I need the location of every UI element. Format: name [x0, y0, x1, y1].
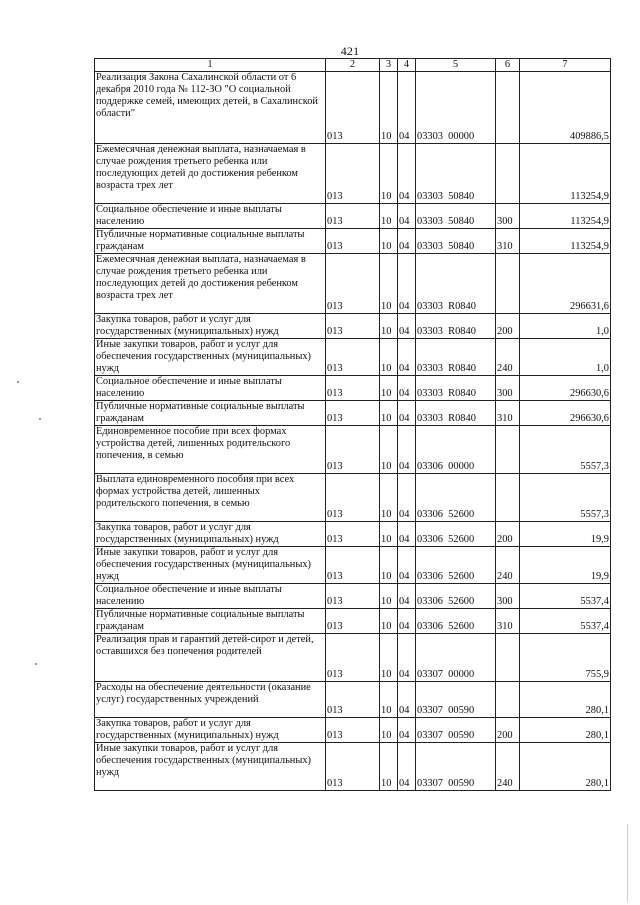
table-row	[95, 314, 611, 339]
table-row	[95, 718, 611, 743]
cell-subsection: 04	[398, 401, 416, 426]
cell-name: Закупка товаров, работ и услуг для государственных (муниципальных) нужд	[95, 718, 326, 743]
cell-expense-type: 300	[496, 204, 520, 229]
cell-target-code: 03303 R0840	[416, 254, 496, 314]
cell-expense-type: 300	[496, 584, 520, 609]
header-col-5: 5	[416, 59, 496, 72]
cell-name: Ежемесячная денежная выплата, назначаемая в случае рождения третьего ребенка или последующих детей до достижения ребенком возраста трех лет	[95, 254, 326, 314]
cell-target-code: 03306 00000	[416, 426, 496, 474]
cell-section: 10	[380, 229, 398, 254]
cell-name: Выплата единовременного пособия при всех формах устройства детей, лишенных родительского попечения, в семью	[95, 474, 326, 522]
cell-target-code: 03303 50840	[416, 229, 496, 254]
cell-admin-code: 013	[326, 72, 380, 144]
cell-section: 10	[380, 474, 398, 522]
cell-subsection: 04	[398, 426, 416, 474]
cell-target-code: 03307 00590	[416, 718, 496, 743]
header-row	[95, 59, 611, 72]
cell-name: Иные закупки товаров, работ и услуг для обеспечения государственных (муниципальных) нужд	[95, 339, 326, 376]
cell-expense-type: 310	[496, 401, 520, 426]
cell-target-code: 03306 52600	[416, 609, 496, 634]
cell-expense-type	[496, 144, 520, 204]
cell-expense-type: 240	[496, 743, 520, 791]
table-row	[95, 547, 611, 584]
cell-subsection: 04	[398, 718, 416, 743]
table-row	[95, 426, 611, 474]
cell-name: Социальное обеспечение и иные выплаты населению	[95, 584, 326, 609]
table-row	[95, 743, 611, 791]
cell-amount: 280,1	[520, 682, 611, 718]
budget-table	[94, 58, 611, 791]
cell-name: Публичные нормативные социальные выплаты гражданам	[95, 401, 326, 426]
cell-section: 10	[380, 204, 398, 229]
cell-admin-code: 013	[326, 547, 380, 584]
cell-expense-type	[496, 634, 520, 682]
cell-amount: 113254,9	[520, 204, 611, 229]
cell-admin-code: 013	[326, 314, 380, 339]
cell-name: Ежемесячная денежная выплата, назначаемая в случае рождения третьего ребенка или последующих детей до достижения ребенком возраста трех лет	[95, 144, 326, 204]
cell-expense-type	[496, 254, 520, 314]
cell-expense-type: 240	[496, 547, 520, 584]
cell-subsection: 04	[398, 743, 416, 791]
cell-target-code: 03306 52600	[416, 547, 496, 584]
cell-subsection: 04	[398, 314, 416, 339]
cell-amount: 19,9	[520, 522, 611, 547]
cell-expense-type	[496, 474, 520, 522]
cell-admin-code: 013	[326, 474, 380, 522]
cell-subsection: 04	[398, 474, 416, 522]
cell-name: Социальное обеспечение и иные выплаты населению	[95, 204, 326, 229]
cell-name: Социальное обеспечение и иные выплаты населению	[95, 376, 326, 401]
cell-expense-type: 310	[496, 609, 520, 634]
cell-name: Публичные нормативные социальные выплаты гражданам	[95, 609, 326, 634]
cell-name: Иные закупки товаров, работ и услуг для обеспечения государственных (муниципальных) нужд	[95, 547, 326, 584]
cell-target-code: 03307 00590	[416, 743, 496, 791]
cell-target-code: 03306 52600	[416, 474, 496, 522]
cell-section: 10	[380, 547, 398, 584]
cell-expense-type: 200	[496, 522, 520, 547]
table-row	[95, 634, 611, 682]
table-row	[95, 254, 611, 314]
cell-amount: 113254,9	[520, 144, 611, 204]
cell-section: 10	[380, 401, 398, 426]
cell-amount: 409886,5	[520, 72, 611, 144]
header-col-1: 1	[95, 59, 326, 72]
cell-section: 10	[380, 426, 398, 474]
cell-amount: 296630,6	[520, 376, 611, 401]
cell-subsection: 04	[398, 634, 416, 682]
cell-section: 10	[380, 634, 398, 682]
cell-section: 10	[380, 522, 398, 547]
cell-section: 10	[380, 718, 398, 743]
cell-admin-code: 013	[326, 339, 380, 376]
header-col-4: 4	[398, 59, 416, 72]
table-body	[95, 72, 611, 791]
cell-expense-type	[496, 426, 520, 474]
cell-expense-type	[496, 72, 520, 144]
cell-amount: 19,9	[520, 547, 611, 584]
cell-amount: 296631,6	[520, 254, 611, 314]
table-row	[95, 522, 611, 547]
cell-admin-code: 013	[326, 254, 380, 314]
cell-amount: 113254,9	[520, 229, 611, 254]
cell-target-code: 03307 00000	[416, 634, 496, 682]
cell-subsection: 04	[398, 144, 416, 204]
cell-name: Иные закупки товаров, работ и услуг для обеспечения государственных (муниципальных) нужд	[95, 743, 326, 791]
cell-expense-type: 240	[496, 339, 520, 376]
cell-target-code: 03303 R0840	[416, 314, 496, 339]
cell-section: 10	[380, 144, 398, 204]
cell-target-code: 03307 00590	[416, 682, 496, 718]
table-row	[95, 204, 611, 229]
cell-target-code: 03303 R0840	[416, 401, 496, 426]
cell-admin-code: 013	[326, 426, 380, 474]
header-col-7: 7	[520, 59, 611, 72]
table-row	[95, 376, 611, 401]
cell-admin-code: 013	[326, 718, 380, 743]
scan-mark	[39, 418, 41, 420]
cell-amount: 5557,3	[520, 474, 611, 522]
cell-amount: 755,9	[520, 634, 611, 682]
cell-subsection: 04	[398, 204, 416, 229]
cell-target-code: 03303 R0840	[416, 339, 496, 376]
cell-expense-type: 310	[496, 229, 520, 254]
cell-name: Единовременное пособие при всех формах устройства детей, лишенных родительского попечения, в семью	[95, 426, 326, 474]
cell-name: Закупка товаров, работ и услуг для государственных (муниципальных) нужд	[95, 314, 326, 339]
cell-target-code: 03303 R0840	[416, 376, 496, 401]
cell-admin-code: 013	[326, 229, 380, 254]
cell-admin-code: 013	[326, 682, 380, 718]
cell-name: Закупка товаров, работ и услуг для государственных (муниципальных) нужд	[95, 522, 326, 547]
cell-subsection: 04	[398, 522, 416, 547]
cell-section: 10	[380, 254, 398, 314]
cell-amount: 1,0	[520, 339, 611, 376]
cell-expense-type: 200	[496, 314, 520, 339]
cell-name: Реализация прав и гарантий детей-сирот и детей, оставшихся без попечения родителей	[95, 634, 326, 682]
cell-expense-type: 300	[496, 376, 520, 401]
table-row	[95, 401, 611, 426]
cell-section: 10	[380, 609, 398, 634]
cell-admin-code: 013	[326, 204, 380, 229]
cell-target-code: 03303 50840	[416, 144, 496, 204]
cell-admin-code: 013	[326, 144, 380, 204]
cell-amount: 1,0	[520, 314, 611, 339]
cell-name: Реализация Закона Сахалинской области от 6 декабря 2010 года № 112-ЗО "О социальной поддержке семей, имеющих детей, в Сахалинской области"	[95, 72, 326, 144]
cell-amount: 280,1	[520, 718, 611, 743]
cell-subsection: 04	[398, 72, 416, 144]
cell-subsection: 04	[398, 229, 416, 254]
cell-admin-code: 013	[326, 401, 380, 426]
scan-mark	[17, 381, 19, 383]
cell-subsection: 04	[398, 376, 416, 401]
page-number: 421	[340, 44, 360, 58]
cell-admin-code: 013	[326, 584, 380, 609]
header-col-6: 6	[496, 59, 520, 72]
cell-section: 10	[380, 72, 398, 144]
cell-section: 10	[380, 584, 398, 609]
cell-section: 10	[380, 682, 398, 718]
cell-target-code: 03306 52600	[416, 522, 496, 547]
cell-name: Публичные нормативные социальные выплаты гражданам	[95, 229, 326, 254]
cell-subsection: 04	[398, 584, 416, 609]
cell-amount: 5557,3	[520, 426, 611, 474]
scan-mark	[35, 663, 37, 665]
cell-subsection: 04	[398, 254, 416, 314]
cell-amount: 5537,4	[520, 609, 611, 634]
table-row	[95, 609, 611, 634]
cell-subsection: 04	[398, 682, 416, 718]
cell-target-code: 03303 50840	[416, 204, 496, 229]
cell-name: Расходы на обеспечение деятельности (оказание услуг) государственных учреждений	[95, 682, 326, 718]
cell-amount: 280,1	[520, 743, 611, 791]
cell-subsection: 04	[398, 547, 416, 584]
cell-section: 10	[380, 314, 398, 339]
cell-expense-type	[496, 682, 520, 718]
cell-target-code: 03303 00000	[416, 72, 496, 144]
table-row	[95, 584, 611, 609]
cell-admin-code: 013	[326, 609, 380, 634]
cell-amount: 296630,6	[520, 401, 611, 426]
table-row	[95, 144, 611, 204]
table-row	[95, 682, 611, 718]
cell-amount: 5537,4	[520, 584, 611, 609]
scan-mark	[627, 824, 628, 902]
table-row	[95, 72, 611, 144]
cell-section: 10	[380, 743, 398, 791]
cell-target-code: 03306 52600	[416, 584, 496, 609]
cell-admin-code: 013	[326, 522, 380, 547]
cell-admin-code: 013	[326, 743, 380, 791]
table-row	[95, 474, 611, 522]
table-row	[95, 229, 611, 254]
cell-admin-code: 013	[326, 376, 380, 401]
header-col-3: 3	[380, 59, 398, 72]
cell-expense-type: 200	[496, 718, 520, 743]
cell-subsection: 04	[398, 339, 416, 376]
cell-section: 10	[380, 376, 398, 401]
cell-admin-code: 013	[326, 634, 380, 682]
cell-section: 10	[380, 339, 398, 376]
table-row	[95, 339, 611, 376]
header-col-2: 2	[326, 59, 380, 72]
cell-subsection: 04	[398, 609, 416, 634]
